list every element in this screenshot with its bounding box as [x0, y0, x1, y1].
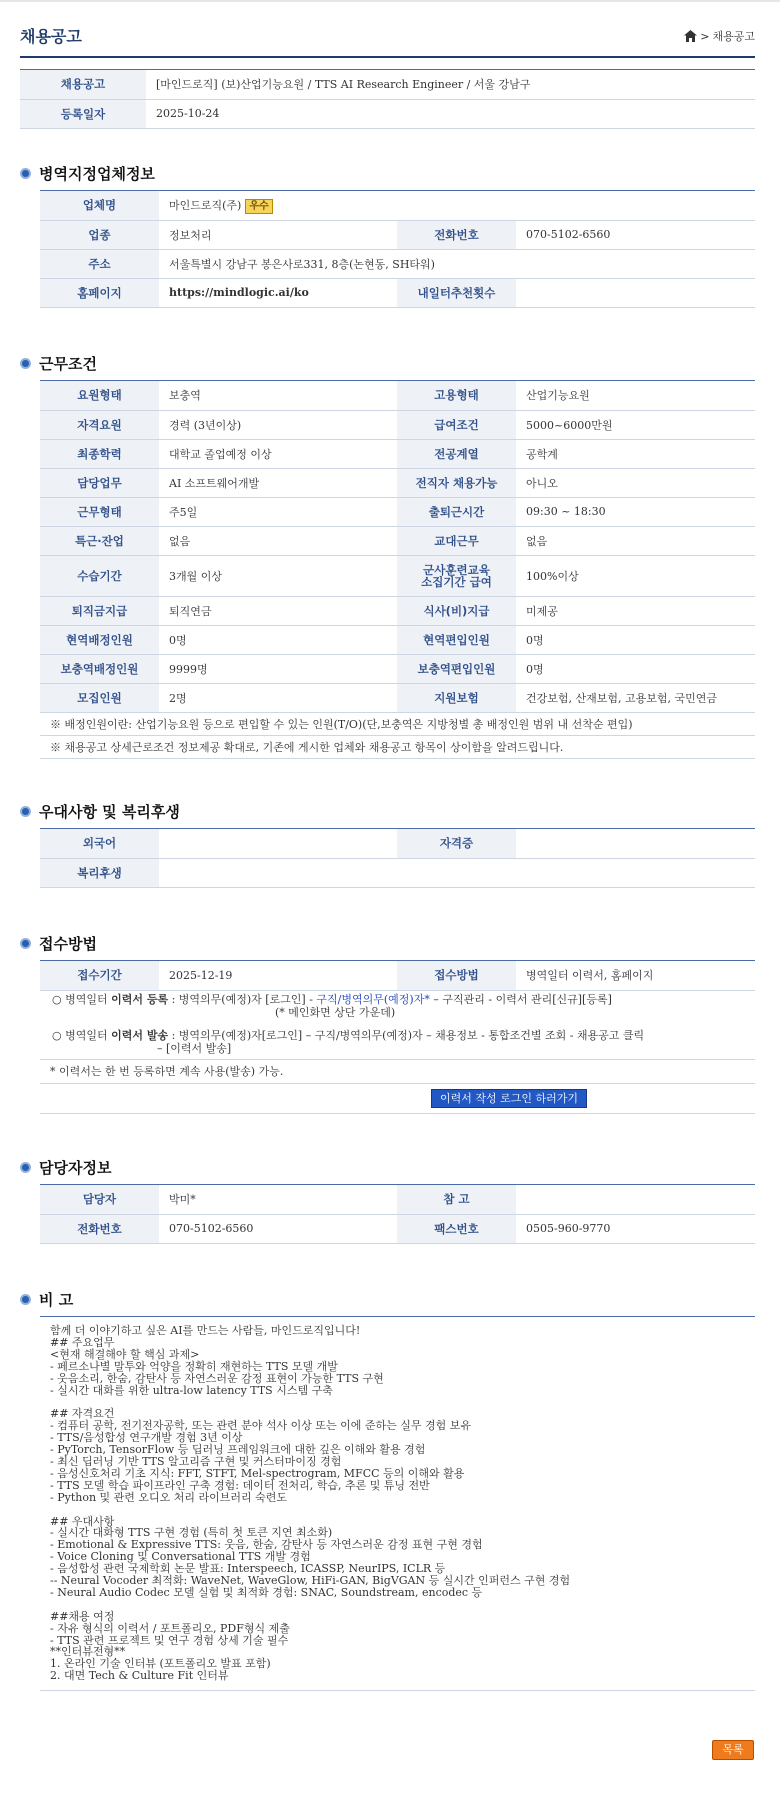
bullet-circle-icon — [20, 168, 31, 179]
contact-person-label: 담당자 — [40, 1185, 159, 1214]
table-row — [40, 468, 755, 497]
section-title — [40, 352, 755, 374]
table-row — [20, 70, 755, 99]
register-suffix: – 구직관리 - 이력서 관리[신규][등록] — [429, 992, 612, 1006]
contact-phone-label: 전화번호 — [40, 1214, 159, 1243]
condition-label: 급여조건 — [397, 410, 516, 439]
certificate-label: 자격증 — [397, 829, 516, 858]
job-seeker-link[interactable]: 구직/병역의무(예정)자* — [316, 992, 430, 1006]
section-title-text: 우대사항 및 복리후생 — [39, 802, 180, 821]
condition-value: 없음 — [159, 526, 397, 555]
table-row — [20, 99, 755, 128]
page-title: 채용공고 — [20, 27, 82, 46]
fax-value: 0505-960-9770 — [516, 1214, 755, 1243]
address-label: 주소 — [40, 249, 159, 278]
condition-label: 자격요원 — [40, 410, 159, 439]
table-row — [40, 961, 755, 990]
register-instruction — [40, 991, 755, 1006]
resume-note: * 이력서는 한 번 등록하면 계속 사용(발송) 가능. — [40, 1060, 755, 1084]
condition-label: 지원보험 — [397, 683, 516, 712]
section-title-text: 비 고 — [39, 1290, 74, 1309]
condition-value: 퇴직연금 — [159, 596, 397, 625]
condition-label: 교대근무 — [397, 526, 516, 555]
condition-label: 출퇴근시간 — [397, 497, 516, 526]
table-row — [40, 526, 755, 555]
condition-label: 보충역편입인원 — [397, 654, 516, 683]
welfare-label: 복리후생 — [40, 858, 159, 887]
register-prefix: ○ 병역일터 — [52, 992, 112, 1006]
breadcrumb — [684, 28, 755, 44]
section-title-text: 접수방법 — [39, 934, 97, 953]
apply-section — [40, 932, 755, 1114]
top-border — [0, 0, 780, 2]
table-row — [40, 625, 755, 654]
resume-login-button[interactable]: 이력서 작성 로그인 하러가기 — [431, 1089, 587, 1108]
table-row — [40, 858, 755, 887]
bullet-circle-icon — [20, 938, 31, 949]
condition-value: 9999명 — [159, 654, 397, 683]
condition-value: 2명 — [159, 683, 397, 712]
conditions-section — [40, 352, 755, 759]
condition-label: 전공계열 — [397, 439, 516, 468]
login-row — [40, 1084, 755, 1114]
benefits-section — [40, 800, 755, 888]
section-title — [40, 1156, 755, 1178]
condition-label: 퇴직금지급 — [40, 596, 159, 625]
condition-label: 군사훈련교육 소집기간 급여 — [397, 555, 516, 596]
condition-value: 경력 (3년이상) — [159, 410, 397, 439]
table-row — [40, 278, 755, 307]
industry-label: 업종 — [40, 220, 159, 249]
contact-section — [40, 1156, 755, 1244]
industry-value: 정보처리 — [159, 220, 397, 249]
condition-label: 보충역배정인원 — [40, 654, 159, 683]
contact-person-value: 박미* — [159, 1185, 397, 1214]
section-title — [40, 162, 755, 184]
summary-table — [20, 69, 755, 129]
condition-value: 대학교 졸업예정 이상 — [159, 439, 397, 468]
bullet-circle-icon — [20, 358, 31, 369]
home-icon[interactable] — [684, 30, 697, 42]
condition-value: 5000~6000만원 — [516, 410, 755, 439]
table-row — [40, 596, 755, 625]
condition-label: 요원형태 — [40, 381, 159, 410]
phone-label: 전화번호 — [397, 220, 516, 249]
recommend-count-label: 내일터추천횟수 — [397, 278, 516, 307]
condition-value: 3개월 이상 — [159, 555, 397, 596]
condition-value: AI 소프트웨어개발 — [159, 468, 397, 497]
language-label: 외국어 — [40, 829, 159, 858]
page-header — [20, 22, 755, 58]
language-value — [159, 829, 397, 858]
section-title — [40, 1288, 755, 1310]
section-title — [40, 932, 755, 954]
section-title-text: 담당자정보 — [39, 1158, 112, 1177]
fax-label: 팩스번호 — [397, 1214, 516, 1243]
table-row — [40, 683, 755, 712]
table-row — [40, 829, 755, 858]
condition-label: 현역배정인원 — [40, 625, 159, 654]
method-label: 접수방법 — [397, 961, 516, 990]
list-button[interactable]: 목록 — [712, 1740, 754, 1760]
bullet-circle-icon — [20, 1294, 31, 1305]
summary-label-title: 채용공고 — [20, 70, 146, 99]
register-mid: : 병역의무(예정)자 [로그인] - — [168, 992, 317, 1006]
method-value: 병역일터 이력서, 홈페이지 — [516, 961, 755, 990]
company-name-cell — [159, 191, 755, 220]
reference-value — [516, 1185, 755, 1214]
table-row — [40, 1185, 755, 1214]
condition-label: 특근·잔업 — [40, 526, 159, 555]
period-label: 접수기간 — [40, 961, 159, 990]
remarks-section — [40, 1288, 755, 1691]
condition-label: 현역편입인원 — [397, 625, 516, 654]
recommend-count-value — [516, 278, 755, 307]
condition-value: 건강보험, 산재보험, 고용보험, 국민연금 — [516, 683, 755, 712]
send-text-continued: – [이력서 발송] — [40, 1042, 755, 1060]
excellent-badge: 우수 — [245, 199, 272, 214]
send-bold: 이력서 발송 — [111, 1028, 169, 1042]
condition-value: 보충역 — [159, 381, 397, 410]
condition-label: 식사(비)지급 — [397, 596, 516, 625]
phone-value: 070-5102-6560 — [516, 220, 755, 249]
condition-value: 산업기능요원 — [516, 381, 755, 410]
conditions-table — [40, 381, 755, 713]
table-row — [40, 555, 755, 596]
table-row — [40, 1214, 755, 1243]
reference-label: 참 고 — [397, 1185, 516, 1214]
condition-value: 미제공 — [516, 596, 755, 625]
bullet-circle-icon — [20, 1162, 31, 1173]
homepage-link[interactable]: https://mindlogic.ai/ko — [159, 278, 397, 307]
send-text: : 병역의무(예정)자[로그인] – 구직/병역의무(예정)자 – 채용정보 - 통합조건별 조회 - 채용공고 클릭 — [168, 1028, 645, 1042]
condition-label: 고용형태 — [397, 381, 516, 410]
condition-label: 최종학력 — [40, 439, 159, 468]
send-instruction — [40, 1019, 755, 1042]
register-note: (* 메인화면 상단 가운데) — [275, 1005, 396, 1019]
breadcrumb-separator: > — [700, 29, 710, 43]
condition-label: 전직자 채용가능 — [397, 468, 516, 497]
condition-value: 09:30 ~ 18:30 — [516, 497, 755, 526]
section-title-text: 근무조건 — [39, 354, 97, 373]
company-name-label: 업체명 — [40, 191, 159, 220]
condition-label: 모집인원 — [40, 683, 159, 712]
condition-value: 공학계 — [516, 439, 755, 468]
welfare-value — [159, 858, 755, 887]
company-name-value: 마인드로직(주) — [169, 198, 242, 212]
section-title-text: 병역지정업체정보 — [39, 164, 155, 183]
address-value: 서울특별시 강남구 봉은사로331, 8층(논현동, SH타워) — [159, 249, 755, 278]
contact-phone-value: 070-5102-6560 — [159, 1214, 397, 1243]
condition-value: 100%이상 — [516, 555, 755, 596]
table-row — [40, 654, 755, 683]
company-section — [40, 162, 755, 308]
certificate-value — [516, 829, 755, 858]
condition-value: 없음 — [516, 526, 755, 555]
condition-value: 0명 — [159, 625, 397, 654]
homepage-label: 홈페이지 — [40, 278, 159, 307]
table-row — [40, 497, 755, 526]
condition-value: 주5일 — [159, 497, 397, 526]
section-title — [40, 800, 755, 822]
condition-label: 근무형태 — [40, 497, 159, 526]
period-value: 2025-12-19 — [159, 961, 397, 990]
condition-label: 담당업무 — [40, 468, 159, 497]
table-row — [40, 191, 755, 220]
condition-value: 0명 — [516, 625, 755, 654]
summary-value-title: [마인드로직] (보)산업기능요원 / TTS AI Research Engineer / 서울 강남구 — [146, 70, 755, 99]
condition-value: 아니오 — [516, 468, 755, 497]
bullet-circle-icon — [20, 806, 31, 817]
condition-value: 0명 — [516, 654, 755, 683]
note-assigned: ※ 배정인원이란: 산업기능요원 등으로 편입할 수 있는 인원(T/O)(단,보충역은 지방청별 총 배정인원 범위 내 선착순 편입) — [40, 713, 755, 736]
condition-label: 수습기간 — [40, 555, 159, 596]
table-row — [40, 410, 755, 439]
breadcrumb-current: 채용공고 — [712, 30, 755, 43]
table-row — [40, 439, 755, 468]
remarks-text: 함께 더 이야기하고 싶은 AI를 만드는 사람들, 마인드로직입니다! ## 주요업무 <현재 해결해야 할 핵심 과제> - 페르소나별 말투와 억양을 정확히 재현하는 TTS 모델 개발 - 웃음소리, 한숨, 감탄사 등 자연스러운 감정 표현이 가능한 TTS 구현 - 실시간 대화를 위한 ultra-low latency TTS 시스템 구축 ## 자격요건 - 컴퓨터 공학, 전기전자공학, 또는 관련 분야 석사 이상 또는 이에 준하는 실무 경험 보유 - TTS/음성합성 연구개발 경험 3년 이상 - PyTorch, TensorFlow 등 딥러닝 프레임워크에 대한 깊은 이해와 활용 경험 - 최신 딥러닝 기반 TTS 알고리즘 구현 및 커스터마이징 경험 - 음성신호처리 기초 지식: FFT, STFT, Mel-spectrogram, MFCC 등의 이해와 활용 - TTS 모델 학습 파이프라인 구축 경험: 데이터 전처리, 학습, 추론 및 튜닝 전반 - Python 및 관련 오디오 처리 라이브러리 숙련도 ## 우대사항 - 실시간 대화형 TTS 구현 경험 (특히 첫 토큰 지연 최소화) - Emotional & Expressive TTS: 웃음, 한숨, 감탄사 등 자연스러운 감정 표현 구현 경험 - Voice Cloning 및 Conversational TTS 개발 경험 - 음성합성 관련 국제학회 논문 발표: Interspeech, ICASSP, NeurIPS, ICLR 등 -- Neural Vocoder 최적화: WaveNet, WaveGlow, HiFi-GAN, BigVGAN 등 실시간 인퍼런스 구현 경험 - Neural Audio Codec 모델 실험 및 최적화 경험: SNAC, Soundstream, encodec 등 ##채용 여정 - 자유 형식의 이력서 / 포트폴리오, PDF형식 제출 - TTS 관련 프로젝트 및 연구 경험 상세 기술 필수 **인터뷰전형** 1. 온라인 기술 인터뷰 (포트폴리오 발표 포함) 2. 대면 Tech & Culture Fit 인터뷰 — [40, 1316, 755, 1691]
register-bold: 이력서 등록 — [111, 992, 169, 1006]
table-row — [40, 249, 755, 278]
table-row — [40, 381, 755, 410]
summary-value-date: 2025-10-24 — [146, 99, 755, 128]
send-prefix: ○ 병역일터 — [52, 1028, 112, 1042]
table-row — [40, 220, 755, 249]
note-detail: ※ 채용공고 상세근로조건 정보제공 확대로, 기존에 게시한 업체와 채용공고 항목이 상이함을 알려드립니다. — [40, 736, 755, 759]
summary-label-date: 등록일자 — [20, 99, 146, 128]
